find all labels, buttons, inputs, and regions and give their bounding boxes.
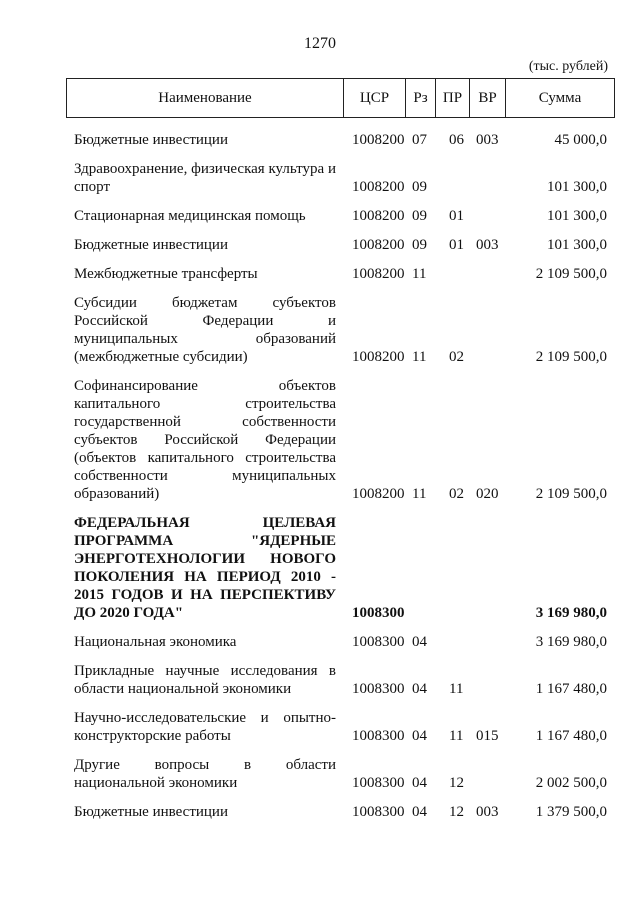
row-sum: 2 109 500,0 (535, 349, 607, 365)
table-row (0, 651, 640, 698)
row-sum: 1 167 480,0 (535, 728, 607, 744)
table-row (0, 254, 640, 283)
row-vr: 015 (476, 728, 499, 744)
row-name: Здравоохранение, физическая культура и спорт (74, 161, 336, 195)
row-sum: 101 300,0 (547, 237, 607, 253)
table-row (0, 622, 640, 651)
header-name: Наименование (67, 79, 344, 117)
row-sum: 101 300,0 (547, 179, 607, 195)
row-pr: 01 (449, 237, 464, 253)
table-row (0, 283, 640, 366)
row-name: Субсидии бюджетам субъектов Российской Федерации и муниципальных образований (межбюджетные субсидии) (74, 295, 336, 365)
row-csr: 1008200 (352, 266, 405, 282)
row-csr: 1008200 (352, 208, 405, 224)
header-rz: Рз (406, 79, 436, 117)
table-row (0, 745, 640, 792)
row-rz: 04 (412, 804, 427, 820)
row-sum: 101 300,0 (547, 208, 607, 224)
row-csr: 1008300 (352, 605, 405, 621)
row-csr: 1008300 (352, 634, 405, 650)
table-row (0, 225, 640, 254)
row-sum: 2 109 500,0 (535, 486, 607, 502)
row-name: Софинансирование объектов капитального строительства государственной собственности субъектов Российской Федерации (объектов капитального строительства собственности муниципальных образований) (74, 378, 336, 502)
header-sum: Сумма (538, 90, 582, 106)
row-csr: 1008200 (352, 179, 405, 195)
page-number: 1270 (304, 35, 336, 52)
table-row (0, 366, 640, 503)
row-pr: 12 (449, 775, 464, 791)
units-label: (тыс. рублей) (528, 59, 608, 74)
row-sum: 1 379 500,0 (535, 804, 607, 820)
row-pr: 12 (449, 804, 464, 820)
header-csr: ЦСР (344, 79, 406, 117)
row-rz: 07 (412, 132, 427, 148)
row-pr: 02 (449, 349, 464, 365)
row-name: Научно-исследовательские и опытно-конструкторские работы (74, 710, 336, 744)
row-rz: 11 (412, 349, 427, 365)
row-name: Бюджетные инвестиции (74, 132, 228, 148)
row-vr: 003 (476, 237, 499, 253)
row-name: Бюджетные инвестиции (74, 237, 228, 253)
row-pr: 01 (449, 208, 464, 224)
row-sum: 3 169 980,0 (535, 605, 607, 621)
table-row (0, 792, 640, 821)
row-sum: 2 002 500,0 (535, 775, 607, 791)
row-name: ФЕДЕРАЛЬНАЯ ЦЕЛЕВАЯ ПРОГРАММА "ЯДЕРНЫЕ ЭНЕРГОТЕХНОЛОГИИ НОВОГО ПОКОЛЕНИЯ НА ПЕРИОД 2010 - 2015 ГОДОВ И НА ПЕРСПЕКТИВУ ДО 2020 ГОДА" (74, 515, 336, 621)
row-csr: 1008200 (352, 349, 405, 365)
header-pr: ПР (436, 79, 470, 117)
row-csr: 1008300 (352, 728, 405, 744)
row-name: Прикладные научные исследования в области национальной экономики (74, 663, 336, 697)
row-sum: 2 109 500,0 (535, 266, 607, 282)
row-rz: 09 (412, 179, 427, 195)
table-row (0, 196, 640, 225)
table-header (66, 78, 615, 118)
row-name: Стационарная медицинская помощь (74, 208, 306, 224)
row-rz: 11 (412, 266, 427, 282)
row-rz: 04 (412, 634, 427, 650)
row-name: Национальная экономика (74, 634, 237, 650)
row-name: Другие вопросы в области национальной экономики (74, 757, 336, 791)
table-row (0, 120, 640, 149)
row-rz: 04 (412, 775, 427, 791)
row-csr: 1008300 (352, 681, 405, 697)
row-csr: 1008300 (352, 804, 405, 820)
table-body (0, 120, 640, 821)
row-rz: 09 (412, 237, 427, 253)
row-sum: 3 169 980,0 (535, 634, 607, 650)
row-pr: 11 (449, 728, 464, 744)
row-sum: 45 000,0 (554, 132, 607, 148)
row-pr: 06 (449, 132, 464, 148)
row-sum: 1 167 480,0 (535, 681, 607, 697)
row-rz: 09 (412, 208, 427, 224)
row-csr: 1008300 (352, 775, 405, 791)
row-rz: 04 (412, 681, 427, 697)
table-row (0, 503, 640, 622)
row-rz: 11 (412, 486, 427, 502)
table-row (0, 149, 640, 196)
table-row (0, 698, 640, 745)
row-name: Бюджетные инвестиции (74, 804, 228, 820)
row-csr: 1008200 (352, 132, 405, 148)
row-vr: 003 (476, 804, 499, 820)
row-rz: 04 (412, 728, 427, 744)
row-vr: 020 (476, 486, 499, 502)
header-vr: ВР (470, 79, 506, 117)
row-csr: 1008200 (352, 486, 405, 502)
row-vr: 003 (476, 132, 499, 148)
row-csr: 1008200 (352, 237, 405, 253)
row-pr: 02 (449, 486, 464, 502)
row-name: Межбюджетные трансферты (74, 266, 258, 282)
row-pr: 11 (449, 681, 464, 697)
